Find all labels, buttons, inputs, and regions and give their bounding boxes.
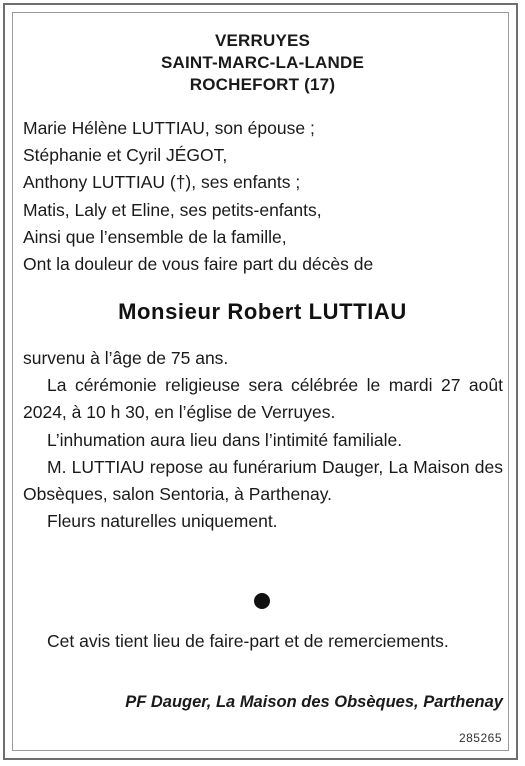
ceremony-paragraph: La cérémonie religieuse sera célébrée le mardi 27 août 2024, à 10 h 30, en l’église de Verruyes. [23, 375, 503, 423]
family-line: Marie Hélène LUTTIAU, son épouse ; [23, 118, 315, 138]
family-line: Anthony LUTTIAU (†), ses enfants ; [23, 172, 301, 193]
reference-number: 285265 [458, 731, 502, 745]
age-line: survenu à l’âge de 75 ans. [23, 348, 229, 368]
towns-header [0, 30, 525, 96]
burial-paragraph: L’inhumation aura lieu dans l’intimité familiale. [47, 429, 403, 450]
repose-paragraph: M. LUTTIAU repose au funérarium Dauger, La Maison des Obsèques, salon Sentoria, à Parthenay. [23, 456, 503, 505]
deceased-name: Monsieur Robert LUTTIAU [118, 299, 407, 324]
funeral-home-signature: PF Dauger, La Maison des Obsèques, Parthenay [125, 693, 503, 711]
family-line: Matis, Laly et Eline, ses petits-enfants, [23, 199, 322, 220]
notice-paragraph: Cet avis tient lieu de faire-part et de remerciements. [47, 631, 449, 651]
separator-bullet-icon [254, 593, 270, 609]
family-list [23, 115, 503, 278]
town-saint-marc-la-lande: SAINT-MARC-LA-LANDE [160, 53, 365, 72]
town-rochefort: ROCHEFORT (17) [189, 75, 336, 94]
family-line: Ont la douleur de vous faire part du décès de [23, 254, 374, 275]
closing-block [23, 628, 503, 655]
family-line: Ainsi que l’ensemble de la famille, [23, 226, 287, 247]
flowers-paragraph: Fleurs naturelles uniquement. [47, 511, 278, 532]
family-line: Stéphanie et Cyril JÉGOT, [23, 145, 228, 166]
town-verruyes: VERRUYES [214, 31, 311, 50]
details-block [23, 345, 503, 535]
